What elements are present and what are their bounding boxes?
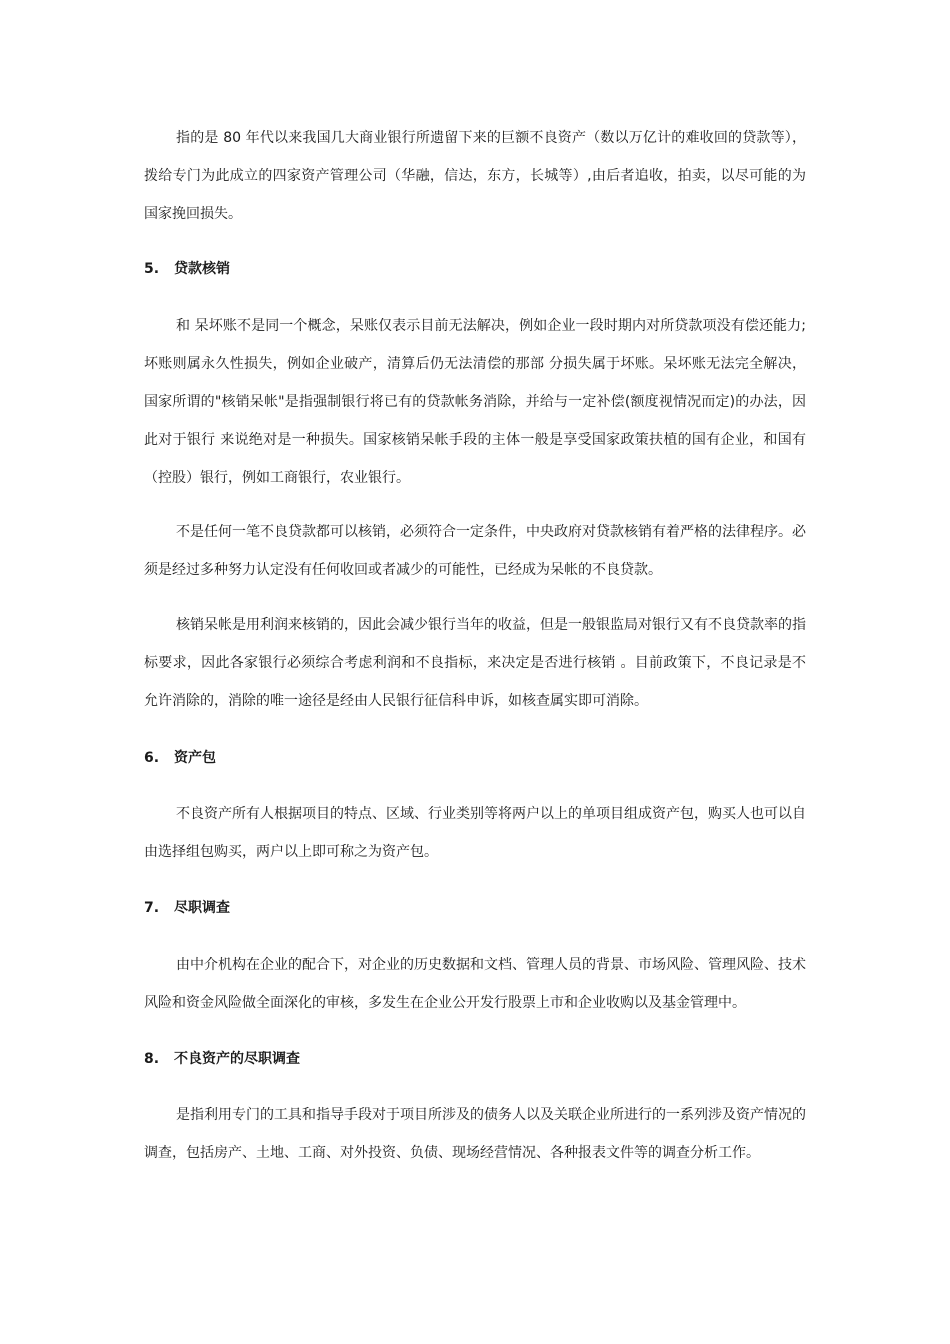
section-title: 尽职调查 [174, 900, 230, 916]
section-5-paragraph-1: 和 呆坏账不是同一个概念，呆账仅表示目前无法解决，例如企业一段时期内对所贷款项没有偿还能力;坏账则属永久性损失，例如企业破产，清算后仍无法清偿的那部 分损失属于坏账。呆坏账无法完全解决，国家所谓的"核销呆帐"是指强制银行将已有的贷款帐务消除，并给与一定补偿(额度视情况而定)的办法，因此对于银行 来说绝对是一种损失。国家核销呆帐手段的主体一般是享受国家政策扶植的国有企业，和国有（控股）银行，例如工商银行，农业银行。 [144, 318, 806, 486]
section-title: 贷款核销 [174, 261, 230, 277]
intro-paragraph: 指的是 80 年代以来我国几大商业银行所遗留下来的巨额不良资产（数以万亿计的难收回的贷款等），拨给专门为此成立的四家资产管理公司（华融，信达，东方，长城等）,由后者追收，拍卖，以尽可能的为国家挽回损失。 [144, 130, 806, 222]
section-heading-8 [144, 1049, 300, 1069]
section-5-paragraph-2: 不是任何一笔不良贷款都可以核销，必须符合一定条件，中央政府对贷款核销有着严格的法律程序。必须是经过多种努力认定没有任何收回或者减少的可能性，已经成为呆帐的不良贷款。 [144, 524, 806, 578]
section-title: 资产包 [174, 750, 216, 766]
section-8-paragraph-1: 是指利用专门的工具和指导手段对于项目所涉及的债务人以及关联企业所进行的一系列涉及资产情况的调查，包括房产、土地、工商、对外投资、负债、现场经营情况、各种报表文件等的调查分析工作。 [144, 1107, 806, 1161]
section-6-paragraph-1: 不良资产所有人根据项目的特点、区域、行业类别等将两户以上的单项目组成资产包，购买人也可以自由选择组包购买，两户以上即可称之为资产包。 [144, 806, 806, 860]
section-number: 5. [144, 261, 160, 277]
section-title: 不良资产的尽职调查 [174, 1051, 300, 1067]
section-number: 7. [144, 900, 160, 916]
section-heading-7 [144, 898, 230, 918]
section-heading-5 [144, 259, 230, 279]
section-5-paragraph-3: 核销呆帐是用利润来核销的，因此会减少银行当年的收益，但是一般银监局对银行又有不良贷款率的指标要求，因此各家银行必须综合考虑利润和不良指标，来决定是否进行核销 。目前政策下，不良记录是不允许消除的，消除的唯一途径是经由人民银行征信科申诉，如核查属实即可消除。 [144, 617, 806, 709]
section-7-paragraph-1: 由中介机构在企业的配合下，对企业的历史数据和文档、管理人员的背景、市场风险、管理风险、技术风险和资金风险做全面深化的审核，多发生在企业公开发行股票上市和企业收购以及基金管理中。 [144, 957, 806, 1011]
section-number: 6. [144, 750, 160, 766]
section-heading-6 [144, 748, 216, 768]
section-number: 8. [144, 1051, 160, 1067]
